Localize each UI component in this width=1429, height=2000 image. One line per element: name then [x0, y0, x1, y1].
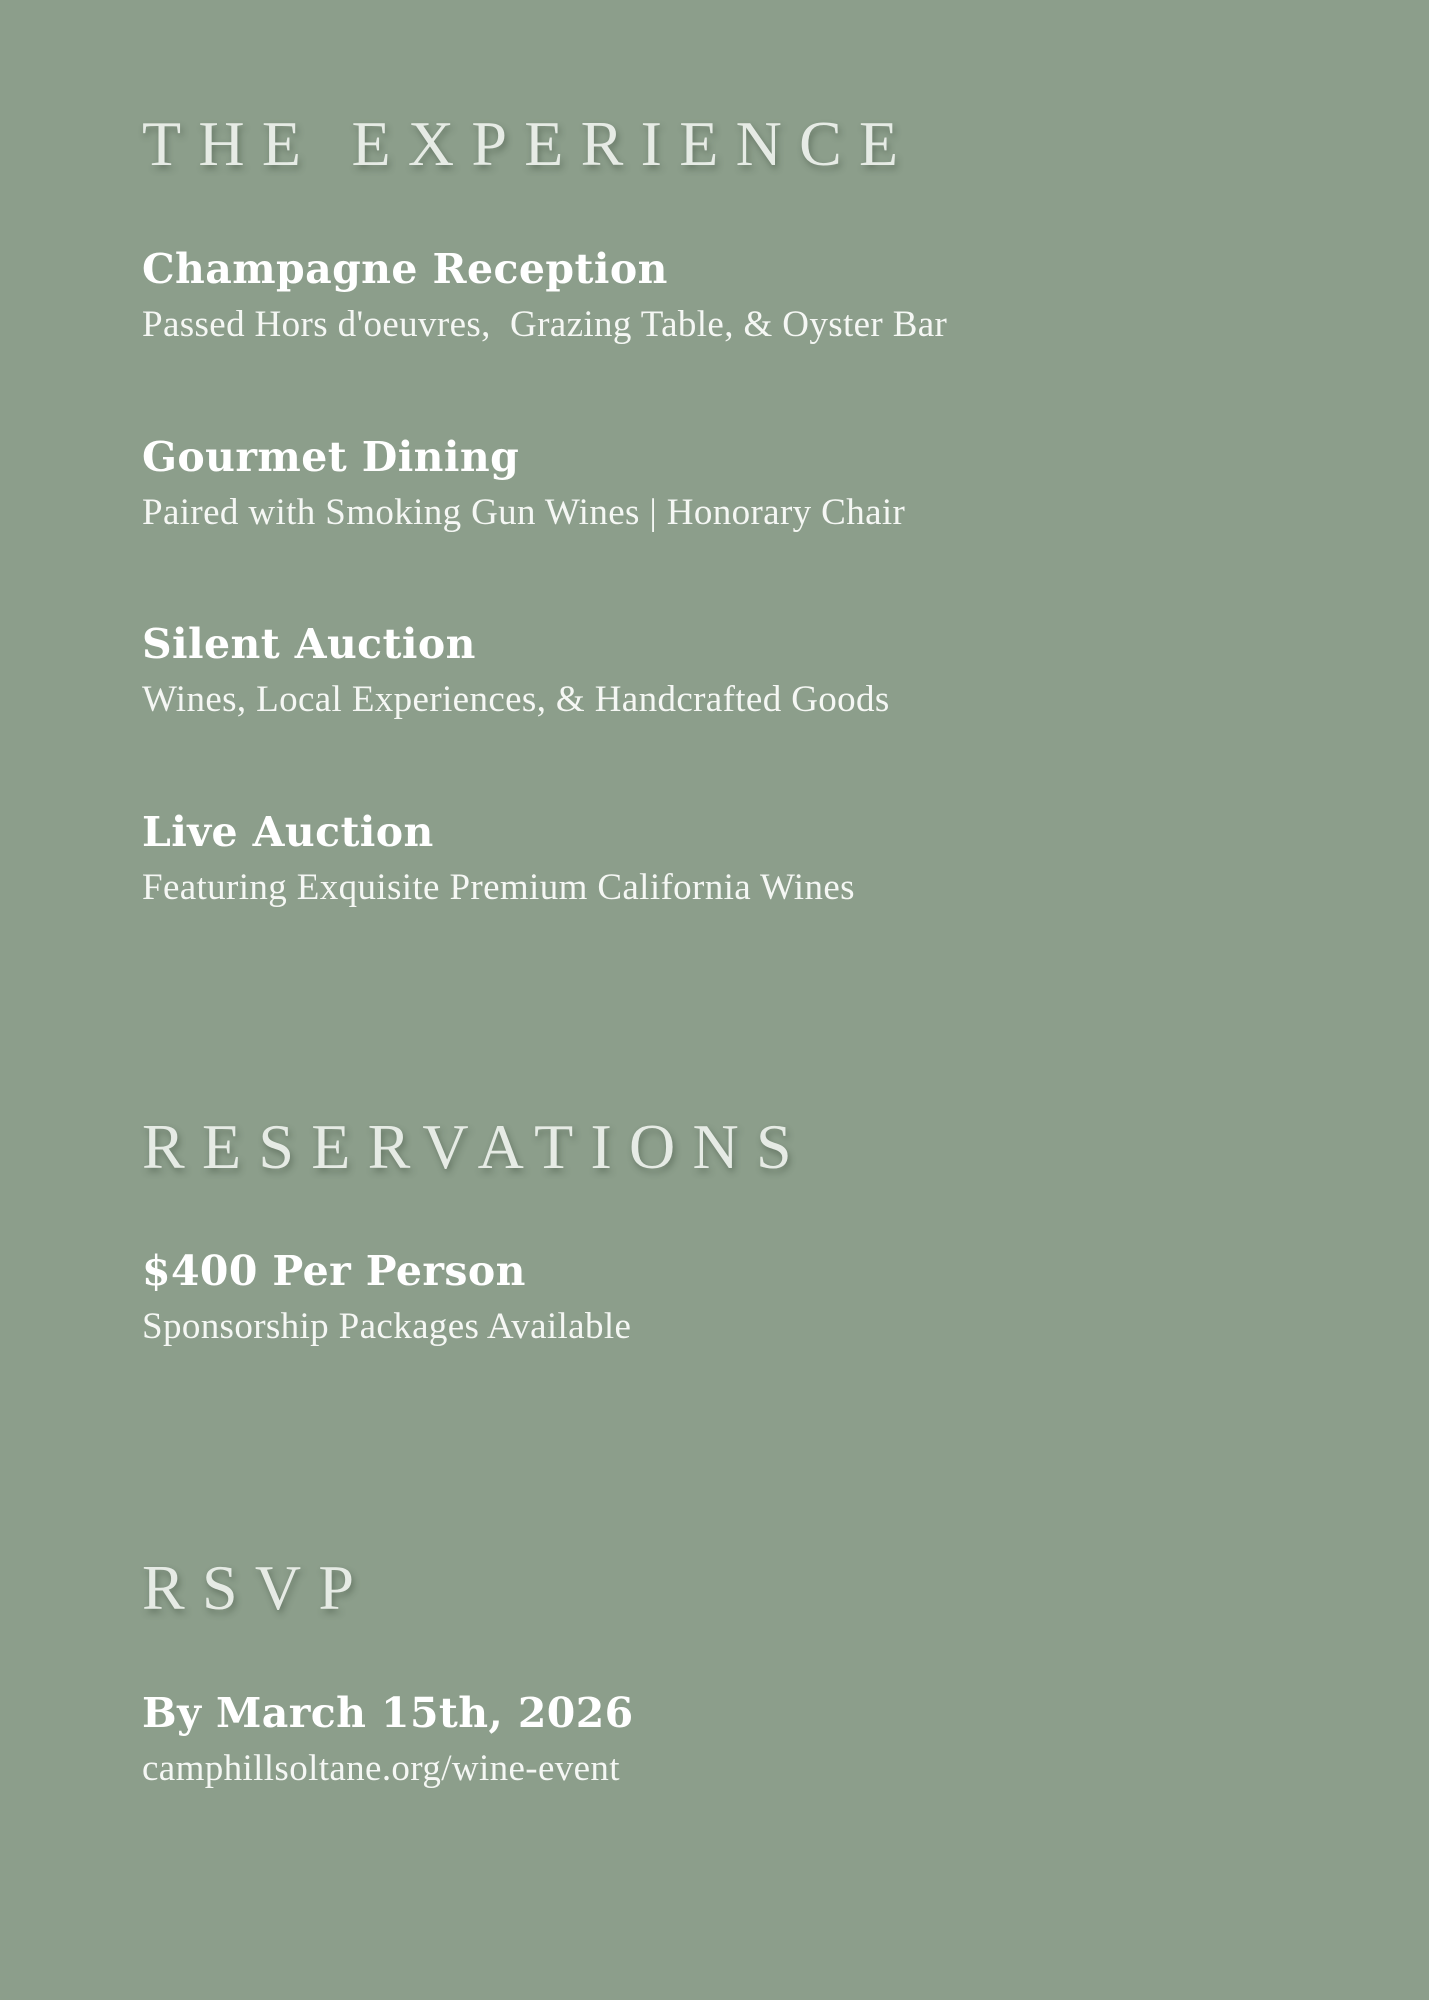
experience-item-silent-auction [142, 621, 1322, 723]
item-description: Paired with Smoking Gun Wines | Honorary Chair [142, 492, 906, 534]
rsvp-item [142, 1690, 1322, 1792]
rsvp-website-link[interactable]: camphillsoltane.org/wine-event [142, 1748, 620, 1790]
reservations-section [142, 1111, 1322, 1395]
reservations-item [142, 1248, 1322, 1350]
experience-item-champagne-reception [142, 246, 1322, 348]
item-description: Passed Hors d'oeuvres, Grazing Table, & Oyster Bar [142, 304, 948, 346]
rsvp-deadline: By March 15th, 2026 [142, 1689, 634, 1737]
item-title: Champagne Reception [142, 245, 668, 293]
price-per-person: $400 Per Person [142, 1247, 526, 1295]
rsvp-section [142, 1552, 1322, 1836]
reservations-heading: RESERVATIONS [142, 1111, 809, 1182]
item-title: Silent Auction [142, 620, 476, 668]
rsvp-heading: RSVP [142, 1552, 372, 1623]
item-title: Live Auction [142, 808, 434, 856]
experience-section [142, 108, 1322, 932]
experience-item-gourmet-dining [142, 434, 1322, 536]
item-description: Wines, Local Experiences, & Handcrafted Goods [142, 679, 890, 721]
sponsorship-note: Sponsorship Packages Available [142, 1306, 632, 1348]
experience-heading: THE EXPERIENCE [142, 108, 916, 179]
item-description: Featuring Exquisite Premium California Wines [142, 867, 855, 909]
experience-item-live-auction [142, 809, 1322, 911]
item-title: Gourmet Dining [142, 433, 520, 481]
